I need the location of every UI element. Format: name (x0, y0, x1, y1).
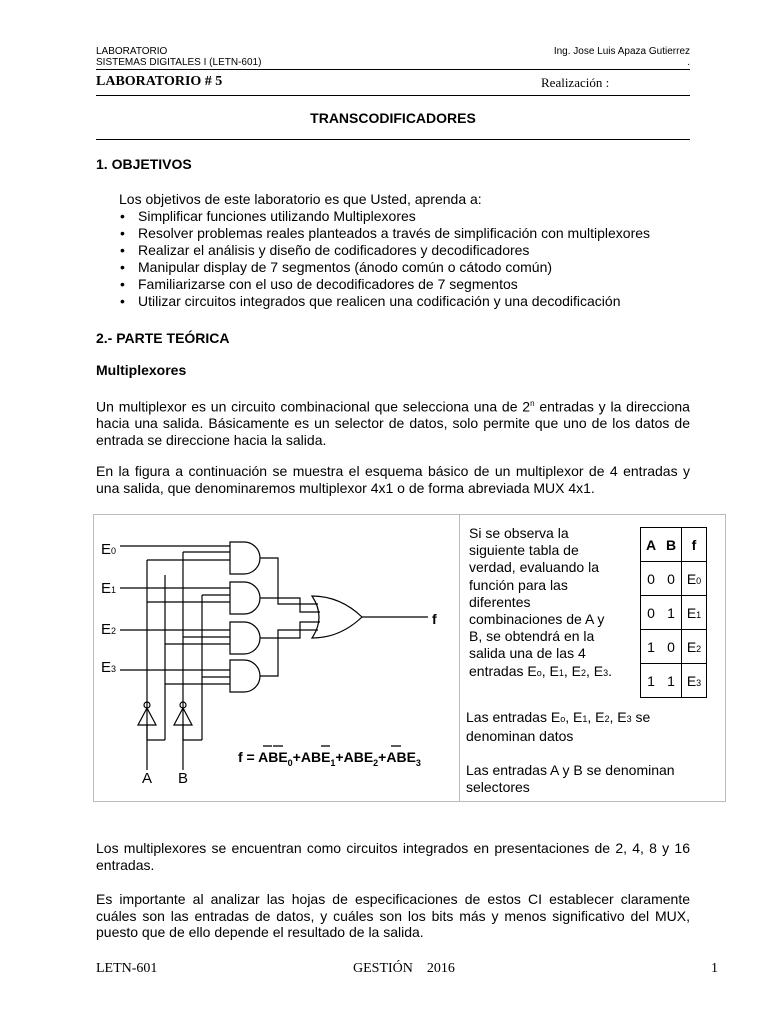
and-gate-3 (230, 622, 260, 654)
cell: 0 (641, 596, 662, 630)
or-gate (312, 596, 362, 638)
realizacion-label: Realización : (541, 75, 610, 90)
footer-code: LETN-601 (96, 961, 158, 976)
label-e2: E2 (101, 621, 117, 638)
header-b: B (661, 528, 682, 562)
teorica-heading: 2.- PARTE TEÓRICA (96, 330, 230, 346)
cell: 1 (661, 664, 682, 698)
header-a: A (641, 528, 662, 562)
equation-text: $f = ABE_0+ABE_1+ABE_2+ABE_3$ (238, 749, 421, 768)
cell: E0 (682, 562, 707, 596)
side-line: B, se obtendrá en la (469, 628, 595, 645)
and-gate-2 (230, 582, 260, 614)
side-line: siguiente tabla de (469, 542, 579, 559)
header-f: f (682, 528, 707, 562)
side-line: diferentes (469, 593, 531, 610)
note-datos: Las entradas Eo, E1, E2, E3 se denominan datos (466, 709, 651, 744)
header-course: SISTEMAS DIGITALES I (LETN-601) (96, 57, 262, 68)
header-lab: LABORATORIO (96, 46, 168, 57)
label-b: B (178, 770, 189, 787)
mux-paragraph-2: En la figura a continuación se muestra el esquema básico de un multiplexor de 4 entradas y una salida, que denominaremos multiplexor 4x1 o de forma abreviada MUX 4x1. (96, 463, 690, 496)
label-e3: E3 (101, 659, 117, 676)
mux-heading: Multiplexores (96, 362, 187, 378)
mux-p1-superscript: n (530, 399, 535, 408)
side-line: Si se observa la (469, 525, 569, 541)
cell: E1 (682, 596, 707, 630)
label-a: A (142, 770, 153, 787)
cell: 1 (641, 664, 662, 698)
mux-paragraph-4: Es importante al analizar las hojas de especificaciones de estos CI establecer claramente cuáles son las entradas de datos, y cuáles son los bits más y menos significativo del MUX, puesto que de ello depende el resultado de la salida. (96, 891, 690, 940)
mux-p1-text-b: entradas y la direcciona hacia una salida. Básicamente es un selector de datos, solo permite que uno de los datos de entrada se direccione hacia la salida. (96, 398, 690, 448)
list-item: • Simplificar funciones utilizando Multiplexores (117, 208, 650, 225)
objetivos-heading: 1. OBJETIVOS (96, 156, 192, 172)
header-author: Ing. Jose Luis Apaza Gutierrez (553, 46, 690, 57)
side-line: combinaciones de A y (469, 611, 605, 628)
list-item: • Resolver problemas reales planteados a través de simplificación con multiplexores (117, 225, 650, 242)
figure-side-text (469, 525, 629, 682)
label-e1: E1 (101, 580, 117, 597)
and-gate-4 (230, 660, 260, 692)
side-line: función para las (469, 576, 568, 593)
mux-equation (236, 740, 458, 770)
cell: 0 (661, 630, 682, 664)
list-item: • Realizar el análisis y diseño de codificadores y decodificadores (117, 242, 650, 259)
list-item: • Manipular display de 7 segmentos (ánodo común o cátodo común) (117, 259, 650, 276)
list-item: • Utilizar circuitos integrados que realicen una codificación y una decodificación (117, 293, 650, 310)
cell: 1 (661, 596, 682, 630)
header-author-mark: . (687, 57, 690, 68)
note-selectores: Las entradas A y B se denominan selectores (466, 762, 675, 795)
truth-table (640, 527, 707, 698)
objetivos-intro: Los objetivos de este laboratorio es que Usted, aprenda a: (119, 191, 482, 207)
side-line: salida una de las 4 (469, 645, 586, 662)
cell: E2 (682, 630, 707, 664)
cell: 1 (641, 630, 662, 664)
cell: 0 (661, 562, 682, 596)
side-line: verdad, evaluando la (469, 559, 599, 576)
cell: 0 (641, 562, 662, 596)
page-title: TRANSCODIFICADORES (310, 110, 476, 126)
and-gate-1 (230, 542, 260, 574)
side-line-subs: entradas Eo, E1, E2, E3. (469, 662, 613, 679)
cell: E3 (682, 664, 707, 698)
mux-p1-text-a: Un multiplexor es un circuito combinacional que selecciona una de 2 (96, 398, 531, 415)
list-item: • Familiarizarse con el uso de decodificadores de 7 segmentos (117, 276, 650, 293)
label-f: f (432, 611, 437, 627)
label-e0: E0 (101, 541, 117, 558)
lab-number: LABORATORIO # 5 (96, 74, 223, 89)
footer-page: 1 (711, 961, 718, 976)
footer-gestion: GESTIÓN 2016 (353, 961, 455, 976)
mux-paragraph-3: Los multiplexores se encuentran como circuitos integrados en presentaciones de 2, 4, 8 y 16 entradas. (96, 840, 690, 873)
